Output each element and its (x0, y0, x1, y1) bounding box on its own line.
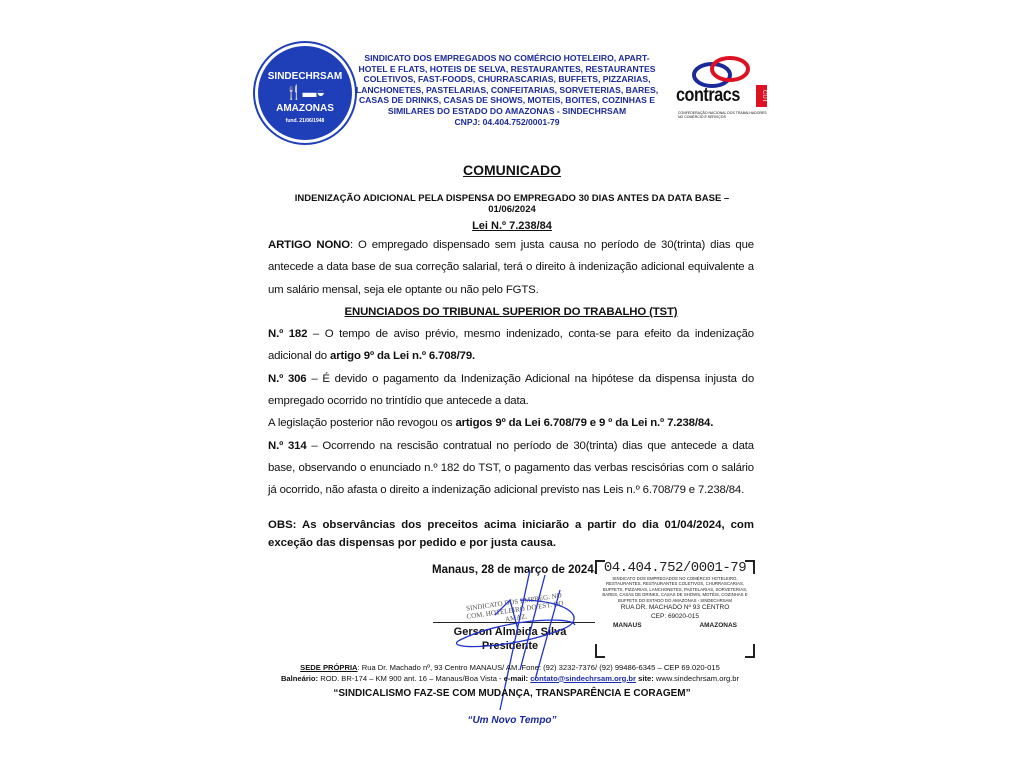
n314-paragraph (268, 435, 754, 502)
stamp-corner (595, 560, 605, 574)
sede-label: SEDE PRÓPRIA (300, 663, 358, 672)
artigo-label: ARTIGO NONO (268, 239, 350, 251)
legislacao-bold: artigos 9º da Lei 6.708/79 e 9 º da Lei n.º 7.238/84. (455, 417, 714, 430)
document-date: Manaus, 28 de março de 2024. (432, 564, 597, 576)
signatory-name: Gerson Almeida Silva (453, 626, 567, 638)
stamp-cep: CEP: 69020-015 (650, 613, 700, 621)
tst-heading: ENUNCIADOS DO TRIBUNAL SUPERIOR DO TRABALHO (TST) (344, 305, 678, 318)
law-heading: Lei N.º 7.238/84 (472, 220, 552, 232)
signatory (440, 625, 580, 653)
contracs-subtitle: CONFEDERAÇÃO NACIONAL DOS TRABALHADORES NO COMÉRCIO E SERVIÇOS (678, 111, 767, 119)
email-label: e-mail: (503, 673, 529, 683)
email-link[interactable]: contato@sindechrsam.org.br (530, 673, 637, 683)
n306-label: N.º 306 (268, 372, 307, 385)
seal-top-text: SINDECHRSAM (267, 71, 343, 82)
footer-contact (250, 663, 770, 684)
document-subtitle: INDENIZAÇÃO ADICIONAL PELA DISPENSA DO EMPREGADO 30 DIAS ANTES DA DATA BASE – 01/06/2024 (294, 193, 730, 215)
seal-founded: fund. 21/06/1948 (285, 118, 325, 124)
tagline: “Um Novo Tempo” (467, 715, 557, 726)
artigo-text: : O empregado dispensado sem justa causa no período de 30(trinta) dias que antecede a data base de sua correção salarial, terá o direito à indenização adicional equivalente a um salário mensal, seja ele optante ou não pelo FGTS. (268, 239, 754, 296)
obs-note: OBS: As observâncias dos preceitos acima iniciarão a partir do dia 01/04/2024, com exceção das dispensas por pedido e por justa causa. (268, 519, 754, 549)
sede-text: : Rua Dr. Machado nº, 93 Centro MANAUS/ AM. Fone: (92) 3232-7376/ (92) 99486-6345 – CEP 69.020-015 (357, 663, 720, 672)
legislacao-paragraph (268, 412, 754, 434)
stamp-city-row (595, 621, 755, 630)
site-link[interactable]: www.sindechrsam.org.br (655, 673, 740, 683)
document-title: COMUNICADO (463, 162, 561, 178)
legislacao-text: A legislação posterior não revogou os (268, 417, 456, 430)
n182-text: – O tempo de aviso prévio, mesmo indenizado, conta-se para efeito da indenização adicional do (268, 328, 754, 363)
stamp-corner (595, 644, 605, 658)
contracs-logo (676, 55, 771, 125)
stamp-text: SINDICATO DOS EMPREGADOS NO COMÉRCIO HOTELEIRO, RESTAURANTES, RESTAURANTES COLETIVOS, CHURRASCARIAS, BUFFETS, PIZZARIAS, LANCHONETES, PASTELARIAS, SORVETERIAS, BARES, CASAS DE DRINKS, CASAS DE SHOWS, MOTÉIS, COZINHAS E BUFFETS DO ESTADO DO AMAZONAS - SINDECHRSAM (602, 576, 748, 603)
cut-badge: CUT (756, 85, 767, 107)
balneario-text: ROD. BR-174 – KM 900 ant. 16 – Manaus/Boa Vista - (318, 673, 504, 683)
n306-text: – É devido o pagamento da Indenização Adicional na hipótese da dispensa injusta do empregado ocorrido no trintídio que antecede a data. (268, 372, 755, 408)
slogan: “SINDICALISMO FAZ-SE COM MUDANÇA, TRANSPARÊNCIA E CORAGEM” (333, 688, 691, 699)
signatory-role: Presidente (481, 640, 539, 652)
contracs-name: contracs (676, 85, 740, 106)
stamp-corner (745, 644, 755, 658)
stamp-address: RUA DR. MACHADO Nº 93 CENTRO (620, 604, 730, 612)
rings-icon (690, 55, 752, 89)
site-label: site: (638, 673, 654, 683)
letterhead (352, 53, 662, 127)
balneario-label: Balneário: (280, 673, 319, 683)
n182-paragraph (268, 323, 754, 368)
cnpj-stamp (595, 560, 755, 658)
document-body (268, 234, 754, 502)
seal-bottom-text: AMAZONAS (276, 103, 334, 114)
stamp-state: AMAZONAS (699, 622, 737, 630)
union-cnpj: CNPJ: 04.404.752/0001-79 (454, 116, 560, 127)
signature-line (433, 622, 595, 623)
stamp-cnpj: 04.404.752/0001-79 (603, 560, 747, 576)
n306-paragraph (268, 368, 754, 413)
n182-label: N.º 182 (268, 328, 308, 341)
restaurant-icons: 🍴▬◒ (285, 84, 325, 100)
artigo-paragraph (268, 234, 754, 301)
n182-bold: artigo 9º da Lei n.º 6.708/79. (330, 350, 476, 363)
sindechrsam-seal-logo (258, 46, 352, 140)
stamp-city: MANAUS (613, 622, 642, 630)
stamp-corner (745, 560, 755, 574)
n314-text: – Ocorrendo na rescisão contratual no período de 30(trinta) dias que antecede a data base, observando o enunciado n.º 182 do TST, o pagamento das verbas rescisórias com o salário já ocorrido, não afasta o direito a indenização adicional previsto nas Leis n.º 6.708/79 e 7.238/84. (268, 439, 754, 497)
footer-sede (250, 663, 770, 674)
n314-label: N.º 314 (268, 439, 307, 452)
footer-balneario (250, 674, 770, 685)
union-name: SINDICATO DOS EMPREGADOS NO COMÉRCIO HOTELEIRO, APART-HOTEL E FLATS, HOTEIS DE SELVA, RESTAURANTES, RESTAURANTES COLETIVOS, FAST-FOODS, CHURRASCARIAS, BUFFETS, PIZZARIAS, LANCHONETES, PASTELARIAS, CONFEITARIAS, SORVETERIAS, BARES, CASAS DE DRINKS, CASAS DE SHOWS, MOTEIS, BOITES, COZINHAS E SIMILARES DO ESTADO DO AMAZONAS - SINDECHRSAM (355, 53, 659, 116)
signature-stamp: SINDICATO DOS EMPREG. NO COM. HOTELEIRO DO EST. DO AMAZ. (465, 591, 565, 624)
